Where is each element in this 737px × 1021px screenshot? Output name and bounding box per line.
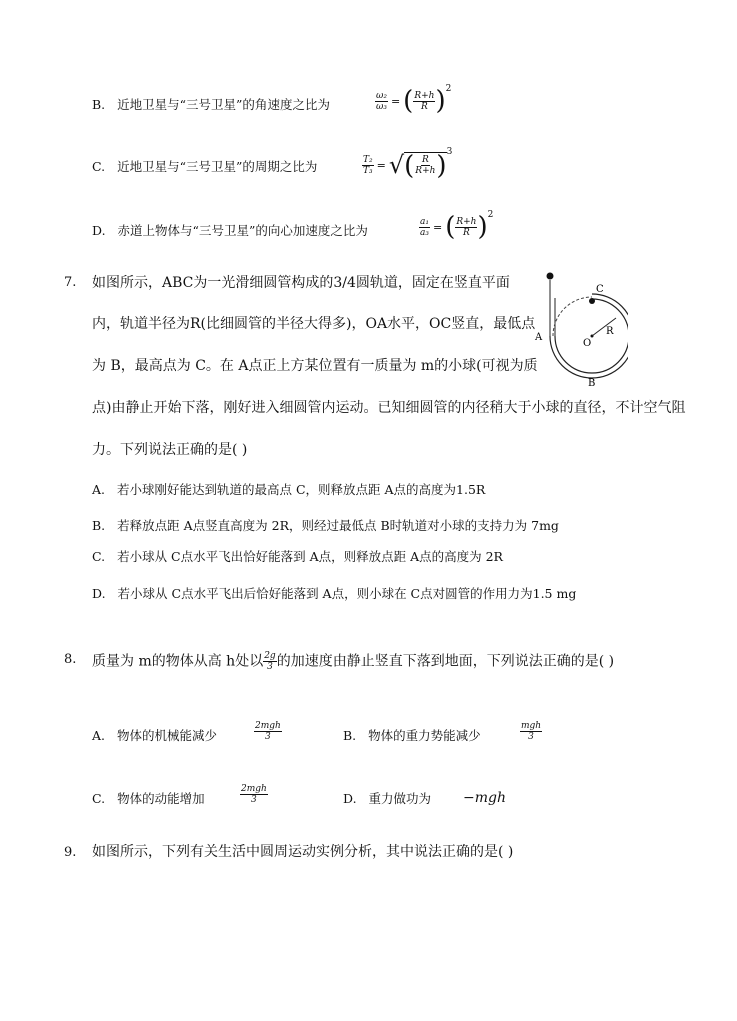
option-text: 物体的机械能减少: [117, 728, 218, 743]
label-a: A: [535, 332, 543, 343]
option-label: C.: [92, 791, 106, 806]
circular-tube-diagram: [528, 268, 628, 388]
q8-a-fraction: $\frac{\text{2mgh}}{3}$: [255, 721, 281, 742]
q8-c-fraction: $\frac{\text{2mgh}}{3}$: [241, 784, 267, 805]
option-label: D.: [92, 586, 106, 601]
formula-rhs: $\frac{R}{R+h}$: [415, 155, 436, 176]
q8-stem-end: 的加速度由静止竖直下落到地面，下列说法正确的是( ): [276, 653, 615, 670]
q7-line3: 为 B，最高点为 C。在 A点正上方某位置有一质量为 m的小球(可视为质: [92, 358, 538, 374]
formula-lhs: $\frac{\text{a₁}}{\text{a₃}}$: [420, 216, 429, 238]
label-b: B: [588, 378, 596, 388]
option-text: 物体的重力势能减少: [368, 728, 481, 743]
dashed-quarter: [553, 297, 592, 336]
option-text: 近地卫星与“三号卫星”的角速度之比为: [117, 97, 330, 112]
label-c: C: [596, 284, 604, 295]
option-label: A.: [92, 482, 106, 497]
formula-rhs: $\frac{R+h}{R}$: [456, 216, 477, 238]
option-text: 若小球从 C点水平飞出恰好能落到 A点，则释放点距 A点的高度为 2R: [117, 549, 503, 564]
option-label: C.: [92, 159, 106, 174]
formula-rhs: $\frac{R+h}{R}$: [414, 90, 435, 112]
tube-outer-arc: [550, 294, 628, 378]
option-label: B.: [92, 518, 106, 533]
q8-stem: [92, 651, 614, 672]
question-number-8: 8.: [64, 652, 77, 667]
q8-stem-start: 质量为 m的物体从高 h处以: [92, 653, 264, 670]
option-text: 若小球刚好能达到轨道的最高点 C，则释放点距 A点的高度为1.5R: [117, 482, 486, 497]
q8-option-b: [343, 727, 481, 745]
q7-line5: 力。下列说法正确的是( ): [92, 442, 248, 458]
q7-line1: 如图所示，ABC为一光滑细圆管构成的3/4圆轨道，固定在竖直平面: [92, 275, 510, 291]
option-label: B.: [92, 97, 106, 112]
q7-option-c: [92, 548, 503, 566]
option-text: 若释放点距 A点竖直高度为 2R，则经过最低点 B时轨道对小球的支持力为 7mg: [117, 518, 559, 533]
option-text: 若小球从 C点水平飞出后恰好能落到 A点，则小球在 C点对圆管的作用力为1.5 mg: [117, 586, 577, 601]
option-label: D.: [343, 791, 357, 806]
option-text: 物体的动能增加: [117, 791, 205, 806]
option-top-d: [92, 222, 368, 240]
option-label: A.: [92, 728, 106, 743]
option-label: B.: [343, 728, 357, 743]
formula-d: $\frac{\text{a₁}}{\text{a₃}}$ = ( $\frac{R+h}{R}$ )$^2$: [420, 210, 494, 242]
label-r: R: [606, 326, 614, 337]
q7-line4: 点)由静止开始下落，刚好进入细圆管内运动。已知细圆管的内径稍大于小球的直径，不计空气阻: [92, 400, 686, 416]
option-text: 近地卫星与“三号卫星”的周期之比为: [117, 159, 318, 174]
q8-option-d: [343, 790, 431, 808]
q8-d-value: −mgh: [463, 790, 506, 806]
q8-b-fraction: $\frac{\text{mgh}}{3}$: [521, 721, 542, 742]
question-number-9: 9.: [64, 845, 77, 860]
formula-lhs: $\frac{\text{ω₂}}{\text{ω₃}}$: [376, 90, 387, 112]
option-text: 赤道上物体与“三号卫星”的向心加速度之比为: [117, 223, 368, 238]
option-top-c: [92, 158, 317, 176]
ball-mark: [547, 273, 554, 280]
formula-b: $\frac{\text{ω₂}}{\text{ω₃}}$ = ( $\frac{R+h}{R}$ )$^2$: [376, 84, 452, 116]
label-o: O: [583, 338, 592, 349]
q8-stem-fraction: $\frac{2g}{3}$: [264, 651, 276, 672]
formula-c: $\frac{\text{T₂}}{\text{T₃}}$ = √( $\frac{R}{R+h}$ )$^3$: [363, 147, 453, 181]
q7-line2: 内，轨道半径为R(比细圆管的半径大得多)，OA水平，OC竖直，最低点: [92, 316, 536, 332]
q8-option-c: [92, 790, 205, 808]
formula-lhs: $\frac{\text{T₂}}{\text{T₃}}$: [363, 154, 373, 176]
q7-option-b: [92, 517, 559, 535]
option-label: C.: [92, 549, 106, 564]
option-text: 重力做功为: [368, 791, 432, 806]
option-top-b: [92, 96, 330, 114]
option-label: D.: [92, 223, 106, 238]
question-number-7: 7.: [64, 275, 77, 290]
ball-at-c: [589, 298, 595, 304]
q7-option-a: [92, 481, 485, 499]
q8-option-a: [92, 727, 217, 745]
q9-stem: 如图所示，下列有关生活中圆周运动实例分析，其中说法正确的是( ): [92, 844, 514, 860]
q7-option-d: [92, 585, 576, 603]
